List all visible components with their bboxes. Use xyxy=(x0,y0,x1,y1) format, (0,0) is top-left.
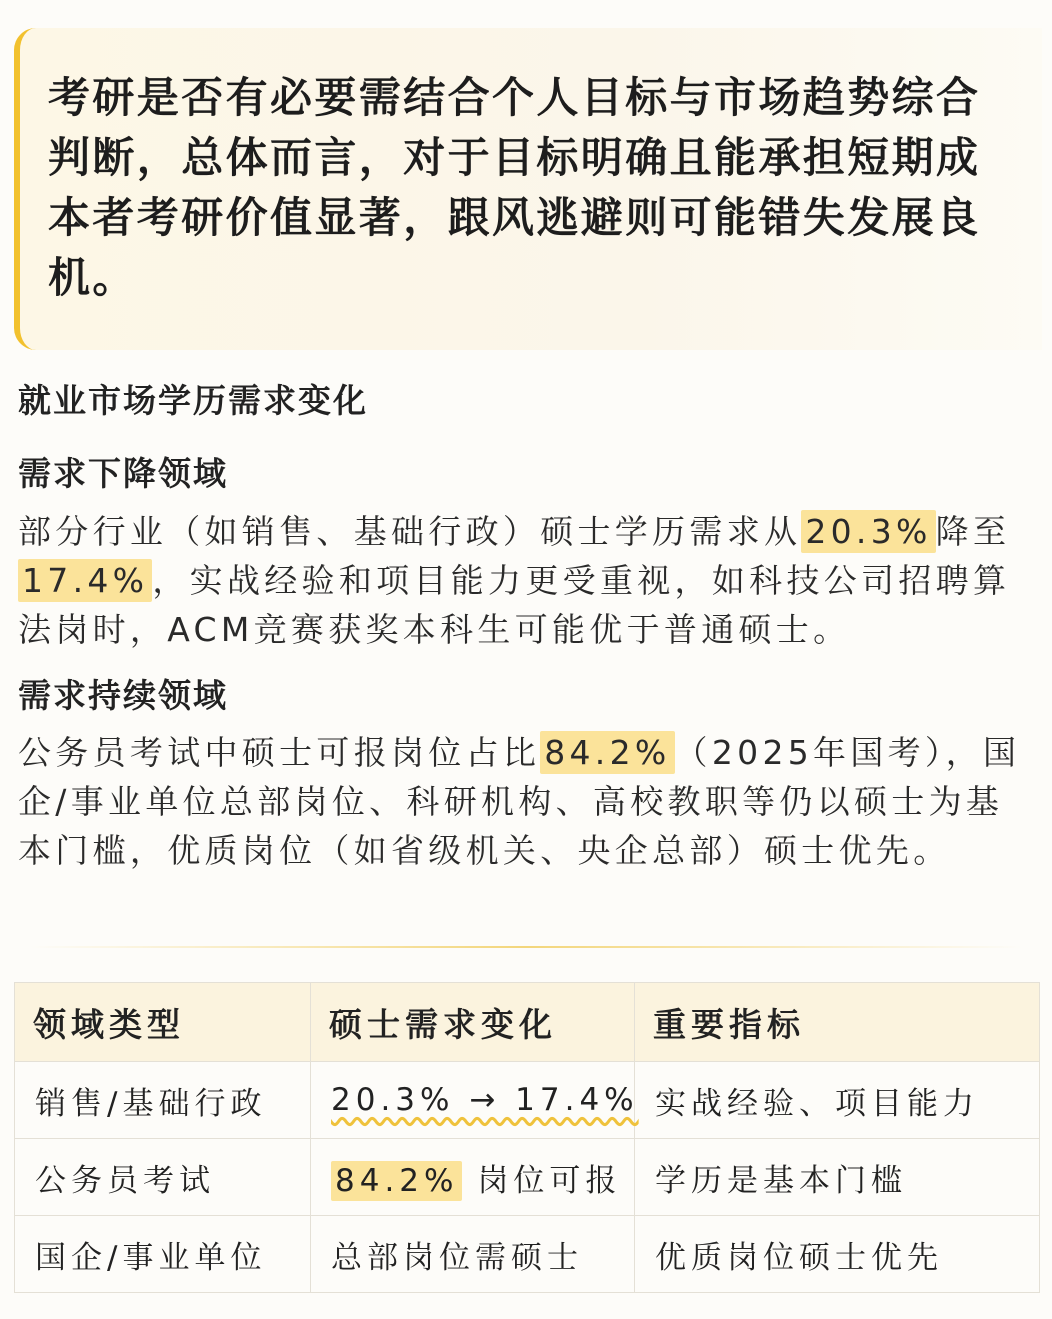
declining-highlight-to: 17.4% xyxy=(18,559,152,602)
table-cell-indicator: 优质岗位硕士优先 xyxy=(635,1216,1040,1293)
table-row xyxy=(15,1062,1040,1139)
declining-highlight-from: 20.3% xyxy=(801,510,935,553)
table-cell-change xyxy=(311,1062,639,1139)
table-cell-field: 公务员考试 xyxy=(15,1139,311,1216)
sustained-text-1: 公务员考试中硕士可报岗位占比 xyxy=(18,733,541,772)
table-header-row xyxy=(15,983,1040,1062)
table-cell-change: 总部岗位需硕士 xyxy=(311,1216,635,1293)
comparison-table xyxy=(14,982,1040,1293)
change-wavy-text: 20.3% → 17.4% xyxy=(331,1082,639,1118)
table-header-change: 硕士需求变化 xyxy=(311,983,635,1062)
table-row xyxy=(15,1139,1040,1216)
summary-callout xyxy=(14,28,1042,350)
declining-heading: 需求下降领域 xyxy=(18,454,228,493)
table-cell-indicator: 实战经验、项目能力 xyxy=(635,1062,1040,1139)
sustained-paragraph xyxy=(18,728,1028,875)
declining-paragraph xyxy=(18,507,1028,654)
table-header-indicator: 重要指标 xyxy=(635,983,1040,1062)
sustained-highlight: 84.2% xyxy=(540,731,674,774)
table-row xyxy=(15,1216,1040,1293)
change-highlight: 84.2% xyxy=(331,1161,462,1201)
sustained-heading: 需求持续领域 xyxy=(18,676,228,715)
section-title: 就业市场学历需求变化 xyxy=(18,381,368,420)
declining-text-2: 降至 xyxy=(935,512,1011,551)
sustained-text-2: （2025年国考），国企/事业单位总部岗位、科研机构、高校教职等仍以硕士为基本门槛，优质岗位（如省级机关、央企总部）硕士优先。 xyxy=(18,733,1021,870)
section-divider xyxy=(30,946,1022,948)
declining-text-3: ，实战经验和项目能力更受重视，如科技公司招聘算法岗时，ACM竞赛获奖本科生可能优于普通硕士。 xyxy=(18,561,1011,649)
table-cell-indicator: 学历是基本门槛 xyxy=(635,1139,1040,1216)
change-text: 岗位可报 xyxy=(477,1162,622,1199)
table-cell-change xyxy=(311,1139,635,1216)
table-cell-field: 销售/基础行政 xyxy=(15,1062,311,1139)
declining-text-1: 部分行业（如销售、基础行政）硕士学历需求从 xyxy=(18,512,802,551)
summary-text: 考研是否有必要需结合个人目标与市场趋势综合判断，总体而言，对于目标明确且能承担短期成本者考研价值显著，跟风逃避则可能错失发展良机。 xyxy=(48,73,981,302)
table-header-field: 领域类型 xyxy=(15,983,311,1062)
table-cell-field: 国企/事业单位 xyxy=(15,1216,311,1293)
